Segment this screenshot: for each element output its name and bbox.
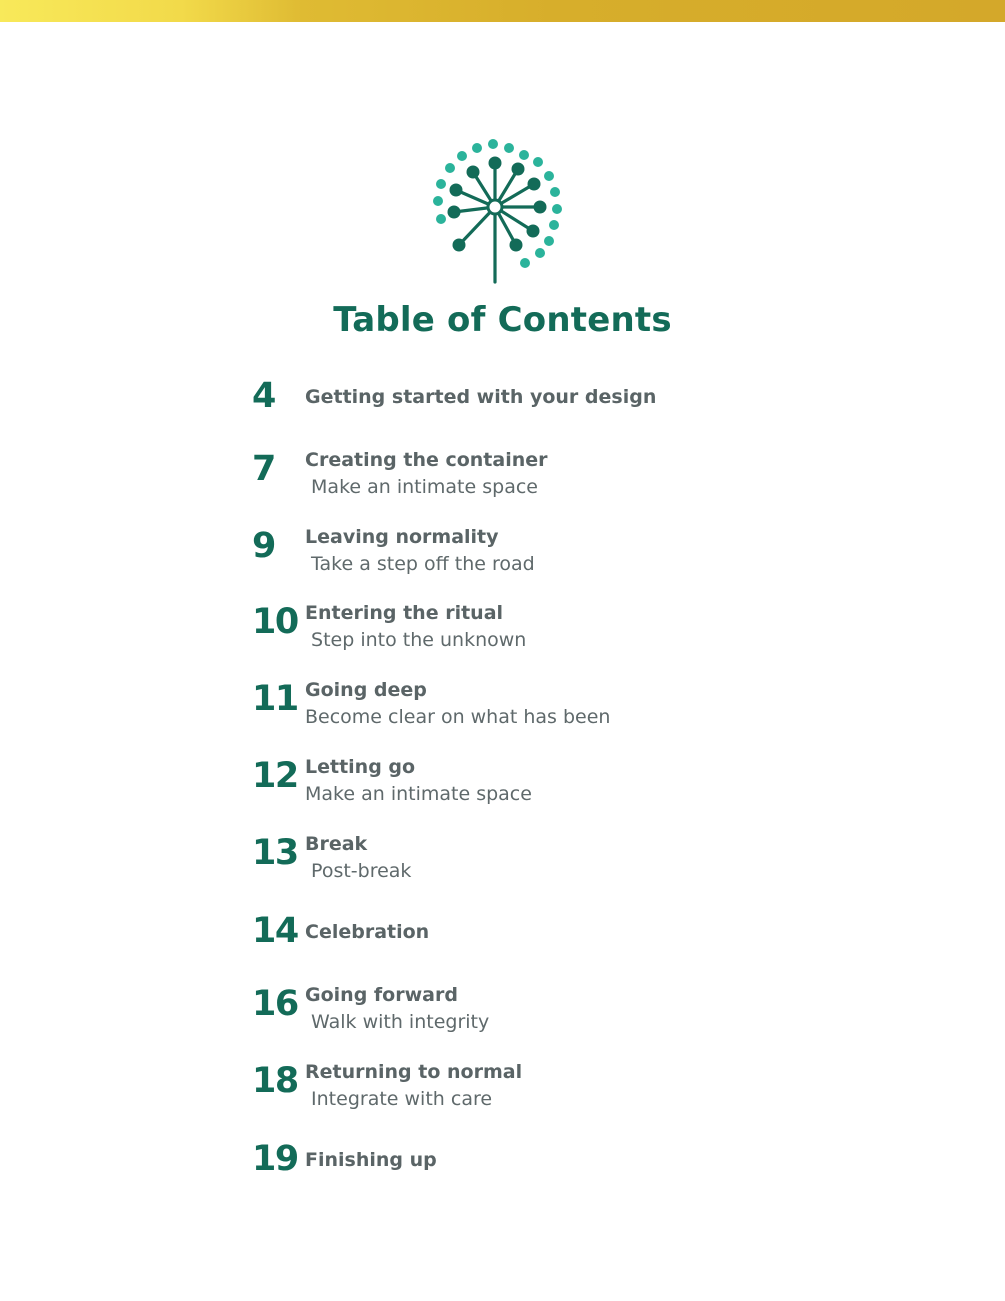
toc-entry-title: Returning to normal <box>305 1061 523 1083</box>
toc-entry[interactable] <box>252 832 772 894</box>
toc-entry-subtitle: Make an intimate space <box>305 783 532 805</box>
toc-entry-title: Break <box>305 833 368 855</box>
top-gold-bar <box>0 0 1005 22</box>
toc-page-number: 10 <box>252 602 298 642</box>
toc-entry[interactable] <box>252 375 772 437</box>
toc-entry-subtitle: Make an intimate space <box>305 476 538 498</box>
toc-entry-title: Entering the ritual <box>305 602 504 624</box>
toc-entry-title: Celebration <box>305 921 430 943</box>
toc-entry[interactable] <box>252 678 772 740</box>
toc-page-number: 11 <box>252 679 298 719</box>
toc-entry[interactable] <box>252 1138 772 1200</box>
toc-page-number: 4 <box>252 376 275 416</box>
toc-entry-title: Going deep <box>305 679 427 701</box>
toc-entry[interactable] <box>252 910 772 972</box>
toc-entry-subtitle: Take a step off the road <box>305 553 535 575</box>
toc-entry-subtitle: Step into the unknown <box>305 629 527 651</box>
toc-entry-title: Creating the container <box>305 449 548 471</box>
toc-page-number: 9 <box>252 526 275 566</box>
toc-entry-title: Finishing up <box>305 1149 437 1171</box>
toc-page-number: 12 <box>252 756 298 796</box>
toc-page-number: 14 <box>252 911 298 951</box>
toc-page-number: 18 <box>252 1061 298 1101</box>
dandelion-icon <box>428 134 564 286</box>
toc-entry-title: Getting started with your design <box>305 386 657 408</box>
toc-entry[interactable] <box>252 601 772 663</box>
toc-entry[interactable] <box>252 755 772 817</box>
toc-page-number: 16 <box>252 984 298 1024</box>
toc-page-number: 19 <box>252 1139 298 1179</box>
toc-entry[interactable] <box>252 1060 772 1122</box>
toc-entry-title: Letting go <box>305 756 416 778</box>
toc-entry-title: Leaving normality <box>305 526 499 548</box>
toc-entry-subtitle: Walk with integrity <box>305 1011 490 1033</box>
toc-entry[interactable] <box>252 448 772 510</box>
toc-entry[interactable] <box>252 525 772 587</box>
toc-entry[interactable] <box>252 983 772 1045</box>
toc-entry-subtitle: Become clear on what has been <box>305 706 611 728</box>
toc-page-number: 7 <box>252 449 275 489</box>
toc-page-number: 13 <box>252 833 298 873</box>
dandelion-center <box>488 200 502 214</box>
toc-entry-subtitle: Integrate with care <box>305 1088 493 1110</box>
toc-entry-subtitle: Post-break <box>305 860 412 882</box>
page-title: Table of Contents <box>333 300 672 340</box>
toc-entry-title: Going forward <box>305 984 458 1006</box>
